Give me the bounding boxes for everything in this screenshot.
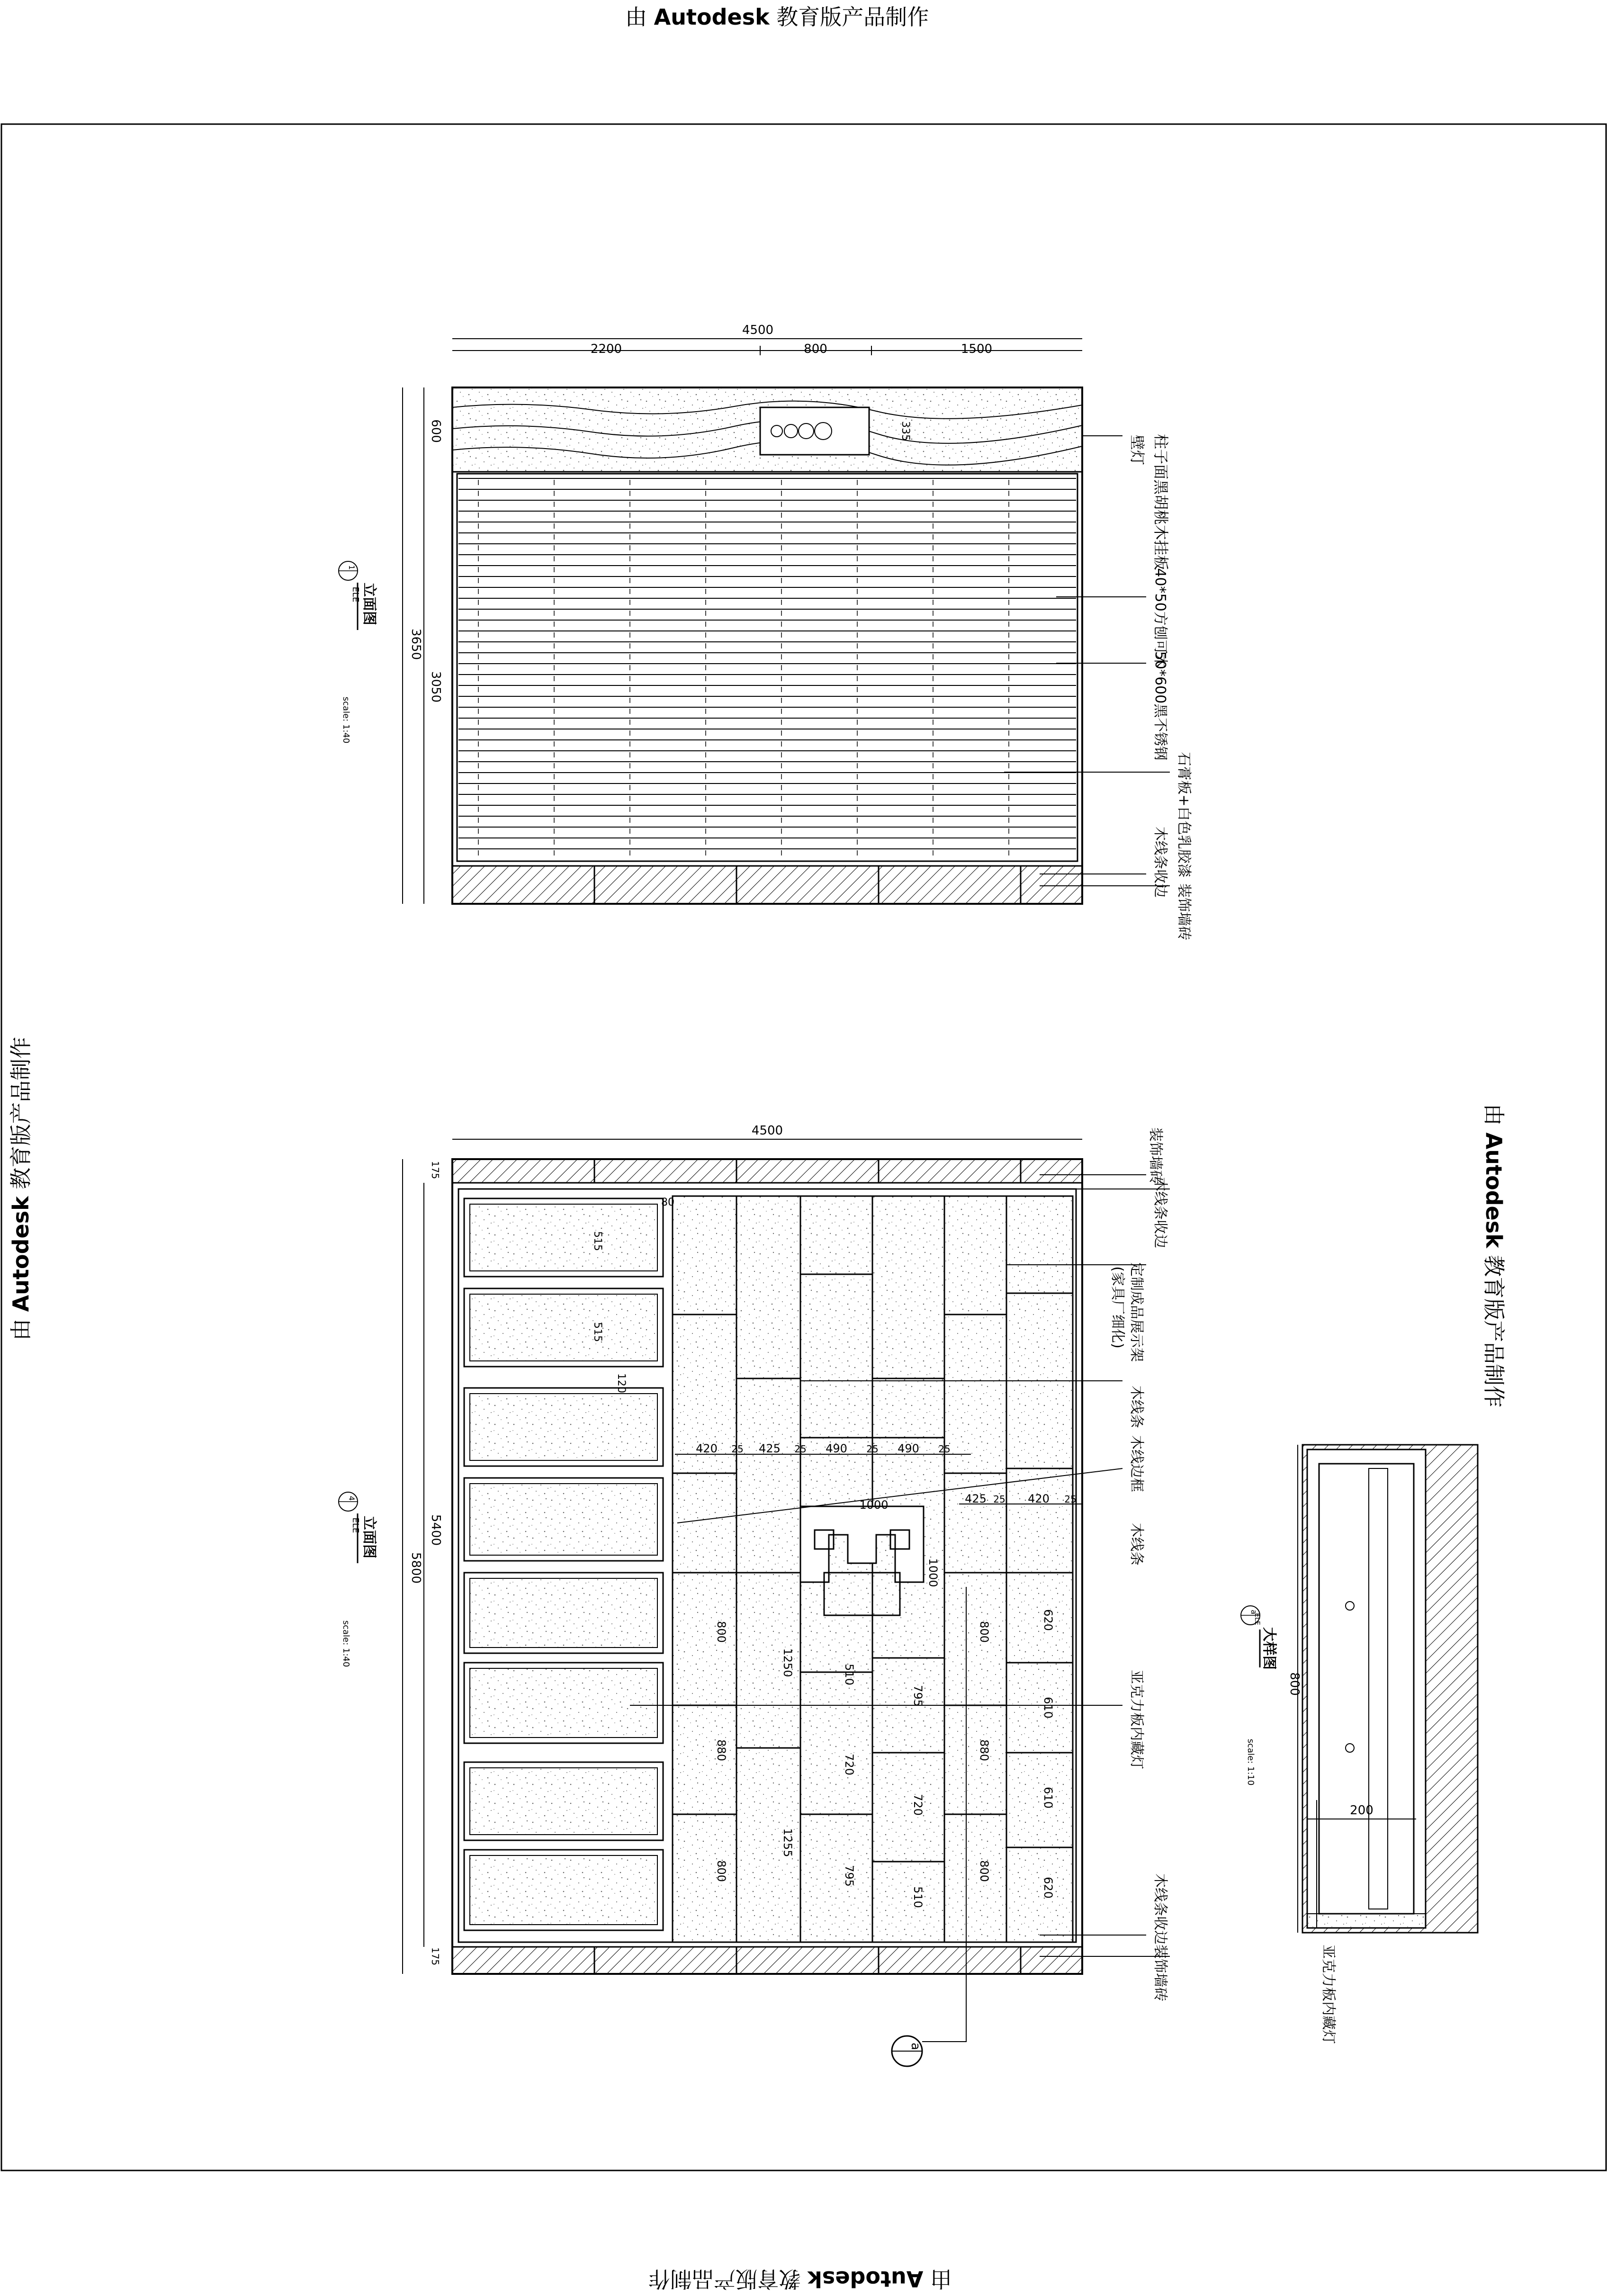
wall-panel-inner [470,1294,657,1361]
dim-square: 1000 [926,1558,940,1587]
note: 装饰墙砖 [1147,1127,1164,1184]
tag-number: a [1249,1610,1258,1614]
dim-row: 25 [1064,1494,1077,1505]
detail-note: 亚克力板内藏灯 [1320,1945,1337,2044]
dim-row: 25 [993,1494,1005,1505]
dim-col: 795 [843,1865,856,1887]
detail-section [1241,1445,1478,2044]
dim-row: 25 [731,1443,744,1455]
tag-number: 1 [347,565,356,570]
dim-height: 175 [430,1947,441,1966]
dim-height: 5400 [429,1514,443,1546]
dim-height: 3050 [429,671,443,703]
dim-segment: 2200 [590,342,622,356]
wall-panel-inner [470,1394,657,1460]
dim-col: 800 [715,1860,728,1882]
dim-row: 425 [965,1492,987,1505]
dim-col: 795 [911,1685,925,1707]
note: 壁灯 [1128,434,1146,466]
note: 亚克力板内藏灯 [1128,1670,1145,1769]
dim-small: 335 [899,421,911,441]
note: 木线条 [1128,1523,1145,1566]
dim-row: 25 [866,1443,879,1455]
dim-small: 515 [592,1322,603,1342]
dim-col: 1255 [781,1828,794,1857]
note: 柱子面黑胡桃木挂板 [1152,433,1170,571]
dim-col: 610 [1041,1787,1055,1809]
wall-panel-inner [470,1768,657,1835]
dim-height-outer: 3650 [409,628,423,660]
dim-col: 800 [978,1860,991,1882]
dim-row: 420 [1028,1492,1050,1505]
dim-overall-width: 4500 [751,1124,783,1138]
note: 木线条收边 [1152,827,1168,898]
elevation-top [339,323,1192,940]
elevation-bottom [339,1124,1170,2066]
note: 木线边框 [1128,1435,1145,1492]
note: 定制成品展示架 [1128,1262,1145,1362]
watermark-right: 由 Autodesk 教育版产品制作 [1481,1104,1507,1408]
dim-row: 25 [938,1443,951,1455]
note: 装饰墙砖 [1176,883,1192,940]
dim-row: 490 [898,1442,919,1455]
note: 木线条收边 [1152,1177,1168,1248]
wall-panel-inner [470,1204,657,1271]
scale-label: scale: 1:40 [341,1620,351,1667]
section-marker-label: a [908,2043,923,2050]
wood-slats [458,478,1076,855]
elevation-title: 立面图 [361,583,377,625]
dim-col: 610 [1041,1697,1055,1719]
top-floor-tile [452,866,1082,904]
dim-segment: 1500 [961,342,993,356]
note: 木线条收边 [1152,1873,1168,1945]
bottom-top-tile [452,1159,1082,1183]
scale-label: scale: 1:40 [341,696,351,744]
dim-col: 510 [911,1886,925,1908]
dim-square: 1000 [859,1498,889,1512]
showcase-grid [673,1196,1073,1942]
dim-small: 120 [615,1373,627,1393]
elevation-title: 立面图 [361,1516,377,1558]
note: (家具厂细化) [1109,1266,1126,1349]
dim-segment: 800 [804,342,827,356]
watermark-top: 由 Autodesk 教育版产品制作 [625,4,929,30]
wall-panel-inner [470,1668,657,1738]
scale-label: scale: 1:10 [1246,1738,1256,1786]
dim-detail-height: 800 [1287,1672,1302,1696]
dim-small: 80 [661,1197,674,1208]
dim-col: 510 [843,1664,856,1685]
note: 木线条 [1128,1386,1145,1428]
dim-detail-width: 200 [1350,1803,1374,1818]
note: 40*50方刨可木 [1152,568,1168,668]
wall-panel-inner [470,1855,657,1925]
dim-height: 600 [429,419,443,443]
note: 50*600黑不锈钢 [1152,651,1168,761]
dim-row: 420 [696,1442,718,1455]
dim-small: 515 [592,1231,603,1251]
note: 石膏板+白色乳胶漆 [1176,752,1192,878]
tag-sub: ELE [350,586,360,603]
dim-overall-width: 4500 [742,323,774,337]
watermark-left: 由 Autodesk 教育版产品制作 [8,1036,34,1341]
dim-col: 720 [911,1794,925,1816]
dim-height-outer: 5800 [409,1552,423,1584]
tag-sub: ELE [350,1517,360,1533]
dim-height: 175 [430,1161,441,1180]
dim-col: 1250 [781,1648,794,1677]
dim-col: 620 [1041,1877,1055,1899]
dim-row: 425 [759,1442,781,1455]
dim-row: 25 [794,1443,807,1455]
dim-col: 800 [978,1621,991,1643]
wall-panel-inner [470,1484,657,1555]
dim-col: 720 [843,1754,856,1775]
note: 装饰墙砖 [1152,1945,1168,2001]
dim-col: 800 [715,1621,728,1643]
bottom-floor-tile [452,1947,1082,1974]
wall-panel-inner [470,1578,657,1648]
tag-sub: ELE [1253,1613,1261,1625]
dim-row: 490 [826,1442,847,1455]
dim-col: 880 [978,1739,991,1761]
dim-col: 880 [715,1739,728,1761]
left-panels [464,1198,663,1930]
dim-col: 620 [1041,1609,1055,1631]
watermark-bottom: 由 Autodesk 教育版产品制作 [648,2266,952,2292]
detail-title: 大样图 [1261,1627,1277,1670]
tag-number: 4 [347,1495,356,1501]
